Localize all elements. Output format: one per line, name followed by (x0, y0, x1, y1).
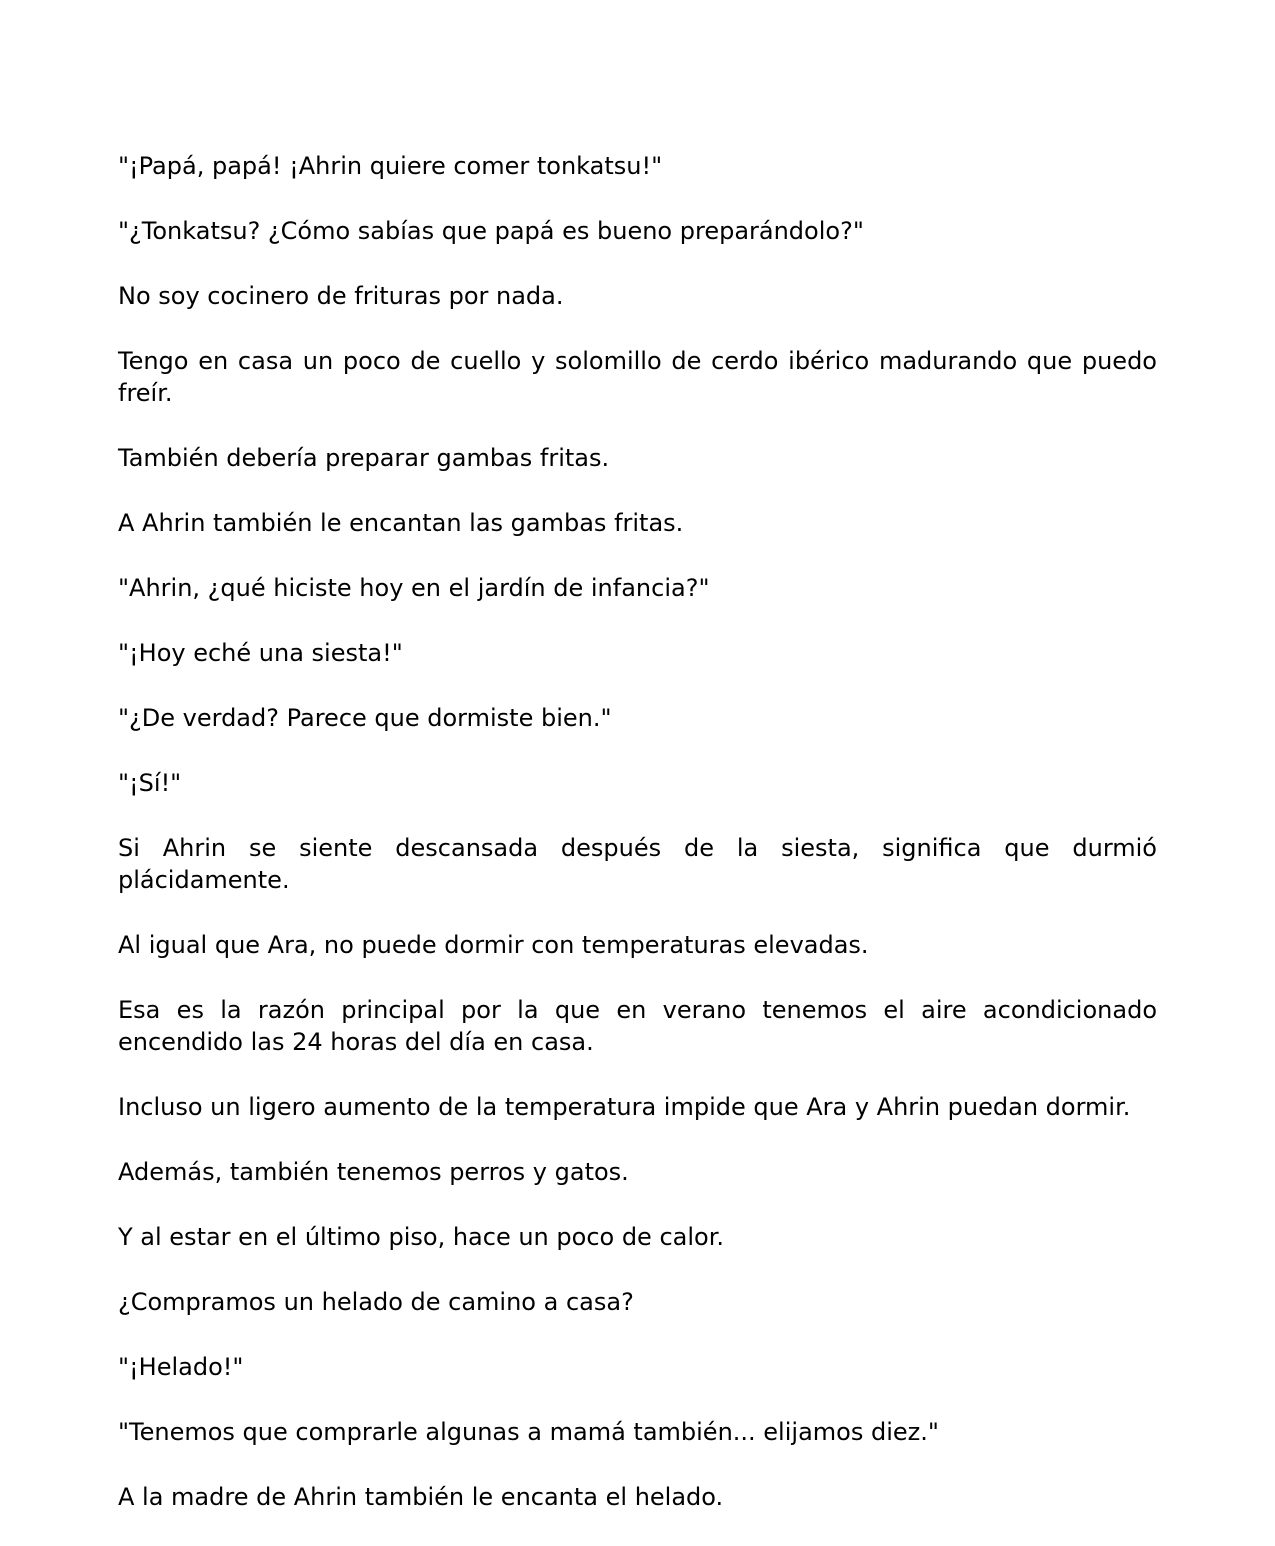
paragraph-1: "¡Papá, papá! ¡Ahrin quiere comer tonkatsu!" (118, 152, 663, 180)
paragraph-4: Tengo en casa un poco de cuello y solomillo de cerdo ibérico madurando que puedo freír. (118, 347, 1157, 407)
paragraph-5: También debería preparar gambas fritas. (118, 444, 610, 472)
paragraph-9: "¿De verdad? Parece que dormiste bien." (118, 704, 612, 732)
paragraph-17: ¿Compramos un helado de camino a casa? (118, 1288, 634, 1316)
paragraph-8: "¡Hoy eché una siesta!" (118, 639, 403, 667)
paragraph-16: Y al estar en el último piso, hace un poco de calor. (118, 1223, 724, 1251)
paragraph-10: "¡Sí!" (118, 769, 182, 797)
paragraph-3: No soy cocinero de frituras por nada. (118, 282, 564, 310)
paragraph-20: A la madre de Ahrin también le encanta el helado. (118, 1483, 724, 1511)
paragraph-18: "¡Helado!" (118, 1353, 244, 1381)
paragraph-7: "Ahrin, ¿qué hiciste hoy en el jardín de infancia?" (118, 574, 710, 602)
paragraph-14: Incluso un ligero aumento de la temperatura impide que Ara y Ahrin puedan dormir. (118, 1093, 1131, 1121)
paragraph-19: "Tenemos que comprarle algunas a mamá también... elijamos diez." (118, 1418, 939, 1446)
paragraph-2: "¿Tonkatsu? ¿Cómo sabías que papá es bueno preparándolo?" (118, 217, 864, 245)
paragraph-11: Si Ahrin se siente descansada después de la siesta, significa que durmió plácidamente. (118, 834, 1157, 894)
paragraph-6: A Ahrin también le encantan las gambas fritas. (118, 509, 684, 537)
document-body (118, 150, 1157, 1546)
paragraph-12: Al igual que Ara, no puede dormir con temperaturas elevadas. (118, 931, 869, 959)
paragraph-13: Esa es la razón principal por la que en verano tenemos el aire acondicionado encendido las 24 horas del día en casa. (118, 996, 1157, 1056)
paragraph-15: Además, también tenemos perros y gatos. (118, 1158, 629, 1186)
